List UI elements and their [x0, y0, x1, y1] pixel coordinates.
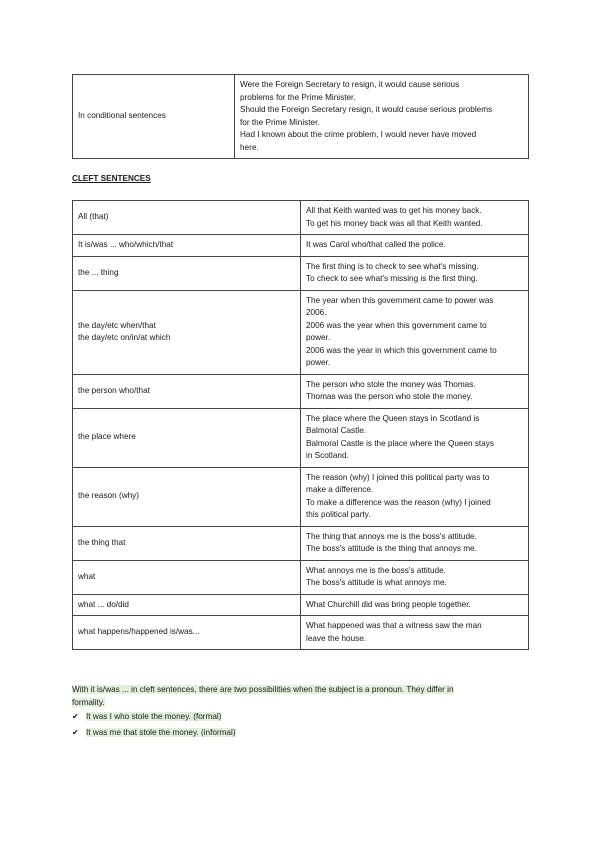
- structure-label: what ... do/did: [78, 599, 129, 609]
- example-item: [72, 727, 532, 740]
- structure-cell: [73, 256, 301, 290]
- table-row: [73, 374, 529, 408]
- example-text: It was I who stole the money. (formal): [86, 712, 222, 721]
- examples-cell: [301, 467, 529, 526]
- example-line: The year when this government came to power was: [306, 295, 494, 305]
- examples-cell: [301, 408, 529, 467]
- structure-label: In conditional sentences: [78, 111, 166, 121]
- notes-intro-line: formality.: [72, 697, 105, 707]
- table-row: [73, 235, 529, 257]
- structure-cell: [73, 201, 301, 235]
- example-line: 2006.: [306, 308, 327, 317]
- structure-label: the day/etc when/that: [78, 320, 156, 330]
- example-line: power.: [306, 358, 331, 367]
- example-line: It was Carol who/that called the police.: [306, 240, 446, 249]
- structure-label: what: [78, 571, 96, 581]
- example-line: power.: [306, 333, 331, 342]
- example-line: The person who stole the money was Thomas.: [306, 379, 476, 389]
- example-line: The boss's attitude is the thing that annoys me.: [306, 544, 477, 553]
- structure-cell: [73, 374, 301, 408]
- notes-intro: [72, 684, 532, 709]
- table-row: [73, 594, 529, 616]
- structure-cell: [73, 290, 301, 374]
- table-row: [73, 408, 529, 467]
- example-line: Should the Foreign Secretary resign, it would cause serious problems: [240, 105, 493, 114]
- example-item: [72, 711, 532, 724]
- structure-label: It is/was ... who/which/that: [78, 240, 174, 249]
- example-line: The thing that annoys me is the boss's attitude.: [306, 531, 477, 541]
- examples-cell: [301, 235, 529, 257]
- example-line: 2006 was the year when this government came to: [306, 320, 487, 330]
- structure-cell: [73, 616, 301, 650]
- table-row: [73, 75, 529, 159]
- example-line: leave the house.: [306, 633, 367, 643]
- structure-cell: [73, 408, 301, 467]
- examples-cell: [301, 201, 529, 235]
- structure-label: the ... thing: [78, 267, 119, 277]
- table-row: [73, 290, 529, 374]
- example-line: The place where the Queen stays in Scotland is: [306, 413, 480, 423]
- examples-cell: [301, 374, 529, 408]
- example-line: 2006 was the year in which this government came to: [306, 345, 497, 355]
- example-line: Balmoral Castle.: [306, 426, 367, 435]
- table-row: [73, 201, 529, 235]
- structure-label: the day/etc on/in/at which: [78, 333, 171, 342]
- table-row: [73, 526, 529, 560]
- structure-label: All (that): [78, 212, 109, 222]
- structure-label: the person who/that: [78, 385, 150, 395]
- table-row: [73, 560, 529, 594]
- table-row: [73, 467, 529, 526]
- examples-cell: [301, 290, 529, 374]
- example-line: this political party.: [306, 510, 371, 519]
- example-text: It was me that stole the money. (informal): [86, 727, 236, 737]
- structure-label: the reason (why): [78, 491, 139, 501]
- example-line: The reason (why) I joined this political party was to: [306, 472, 490, 482]
- example-line: for the Prime Minister.: [240, 117, 320, 127]
- example-line: here.: [240, 142, 259, 152]
- examples-cell: [301, 594, 529, 616]
- example-line: To make a difference was the reason (why) I joined: [306, 497, 491, 507]
- example-line: Balmoral Castle is the place where the Queen stays: [306, 438, 494, 448]
- example-line: Thomas was the person who stole the money.: [306, 392, 473, 401]
- notes-intro-line: With it is/was ... in cleft sentences, there are two possibilities when the subject is a pronoun. They differ in: [72, 685, 454, 694]
- structure-cell: [73, 560, 301, 594]
- example-line: What happened was that a witness saw the man: [306, 621, 482, 630]
- example-line: The first thing is to check to see what's missing.: [306, 261, 479, 271]
- examples-cell: [235, 75, 529, 159]
- example-line: What Churchill did was bring people together.: [306, 599, 471, 609]
- section-heading: CLEFT SENTENCES: [72, 174, 151, 183]
- example-line: To check to see what's missing is the first thing.: [306, 274, 478, 283]
- examples-cell: [301, 526, 529, 560]
- examples-cell: [301, 560, 529, 594]
- example-line: Were the Foreign Secretary to resign, it would cause serious: [240, 80, 460, 89]
- example-line: To get his money back was all that Keith wanted.: [306, 218, 483, 228]
- example-line: Had I known about the crime problem, I would never have moved: [240, 130, 477, 139]
- example-line: in Scotland.: [306, 451, 349, 460]
- structure-cell: [73, 235, 301, 257]
- table-row: [73, 256, 529, 290]
- checkmark-icon: ✔: [72, 712, 79, 721]
- structure-label: the thing that: [78, 537, 126, 547]
- notes-block: [72, 684, 532, 739]
- example-line: What annoys me is the boss's attitude.: [306, 565, 446, 575]
- example-line: problems for the Prime Minister.: [240, 92, 356, 102]
- structure-label: what happens/happened is/was...: [78, 627, 200, 637]
- structure-cell: [73, 467, 301, 526]
- cleft-sentences-table: [72, 200, 529, 650]
- table-row: [73, 616, 529, 650]
- structure-cell: [73, 526, 301, 560]
- conditional-inversion-table: [72, 74, 529, 159]
- examples-cell: [301, 256, 529, 290]
- example-line: The boss's attitude is what annoys me.: [306, 578, 447, 587]
- structure-label: the place where: [78, 432, 136, 442]
- structure-cell: [73, 75, 235, 159]
- examples-cell: [301, 616, 529, 650]
- checkmark-icon: ✔: [72, 727, 79, 737]
- example-line: All that Keith wanted was to get his money back.: [306, 206, 482, 215]
- structure-cell: [73, 594, 301, 616]
- example-line: make a difference.: [306, 485, 374, 494]
